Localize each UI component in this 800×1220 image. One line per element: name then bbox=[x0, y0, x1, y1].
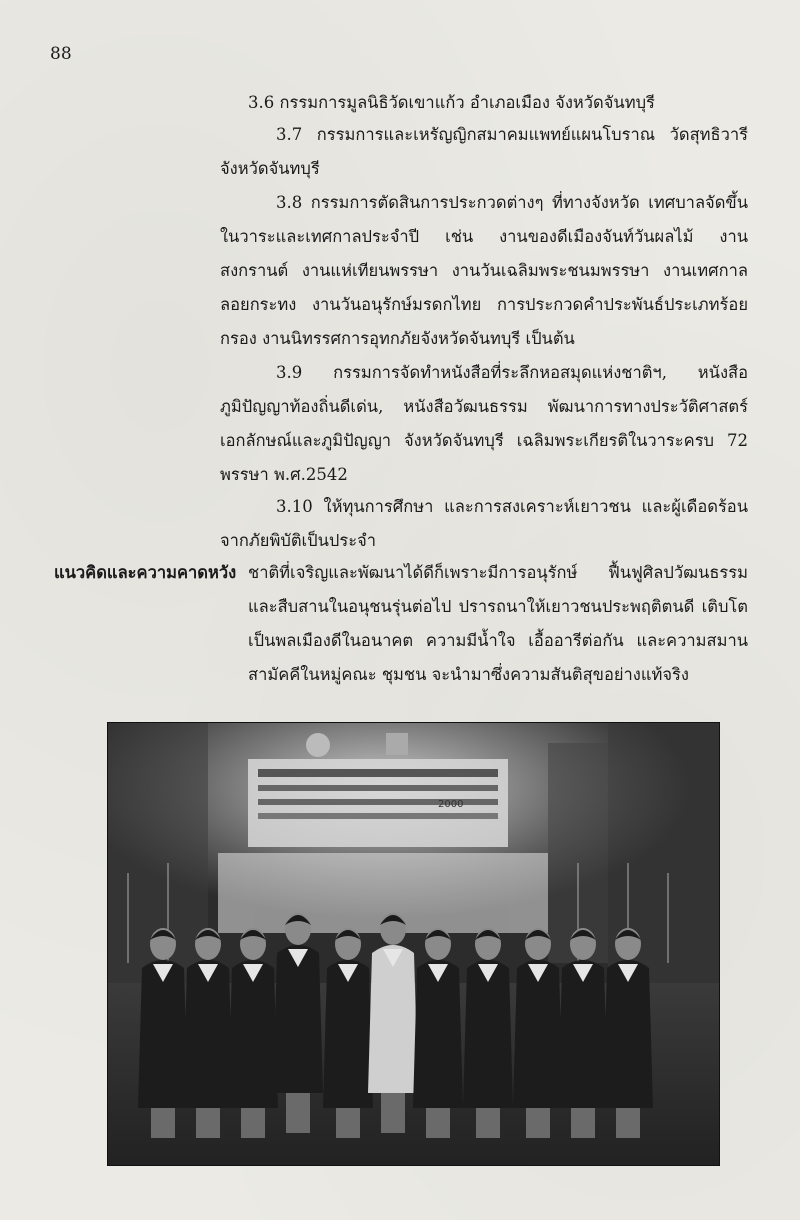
item-3-6: 3.6 กรรมการมูลนิธิวัดเขาแก้ว อำเภอเมือง จังหวัดจันทบุรี bbox=[248, 93, 655, 112]
item-3-9: 3.9 กรรมการจัดทำหนังสือที่ระลึกหอสมุดแห่งชาติฯ, หนังสือภูมิปัญญาท้องถิ่นดีเด่น, หนังสือวัฒนธรรม พัฒนาการทางประวัติศาสตร์ เอกลักษณ์และภูมิปัญญา จังหวัดจันทบุรี เฉลิมพระเกียรติในวาระครบ 72 พรรษา พ.ศ.2542 bbox=[220, 363, 748, 484]
item-3-8: 3.8 กรรมการตัดสินการประกวดต่างๆ ที่ทางจังหวัด เทศบาลจัดขึ้นในวาระและเทศกาลประจำปี เช่น งานของดีเมืองจันท์วันผลไม้ งานสงกรานต์ งานแห่เทียนพรรษา งานวันเฉลิมพระชนมพรรษา งานเทศกาลลอยกระทง งานวันอนุรักษ์มรดกไทย การประกวดคำประพันธ์ประเภทร้อยกรอง งานนิทรรศการอุทกภัยจังหวัดจันทบุรี เป็นต้น bbox=[220, 193, 748, 348]
page-number: 88 bbox=[50, 44, 72, 64]
item-3-10: 3.10 ให้ทุนการศึกษา และการสงเคราะห์เยาวชน และผู้เดือดร้อนจากภัยพิบัติเป็นประจำ bbox=[220, 497, 748, 550]
concept-heading: แนวคิดและความคาดหวัง bbox=[54, 563, 237, 582]
photo-banner-year: 2000 bbox=[438, 799, 464, 810]
photo-people bbox=[138, 913, 653, 1138]
concept-text: ชาติที่เจริญและพัฒนาได้ดีก็เพราะมีการอนุรักษ์ ฟื้นฟูศิลปวัฒนธรรม และสืบสานในอนุชนรุ่นต่อไป ปรารถนาให้เยาวชนประพฤติตนดี เติบโตเป็นพลเมืองดีในอนาคต ความมีน้ำใจ เอื้ออารีต่อกัน และความสมานสามัคคีในหมู่คณะ ชุมชน จะนำมาซึ่งความสันติสุขอย่างแท้จริง bbox=[248, 563, 748, 684]
item-3-7: 3.7 กรรมการและเหรัญญิกสมาคมแพทย์แผนโบราณ วัดสุทธิวารี จังหวัดจันทบุรี bbox=[220, 125, 748, 178]
group-photo bbox=[107, 722, 720, 1166]
